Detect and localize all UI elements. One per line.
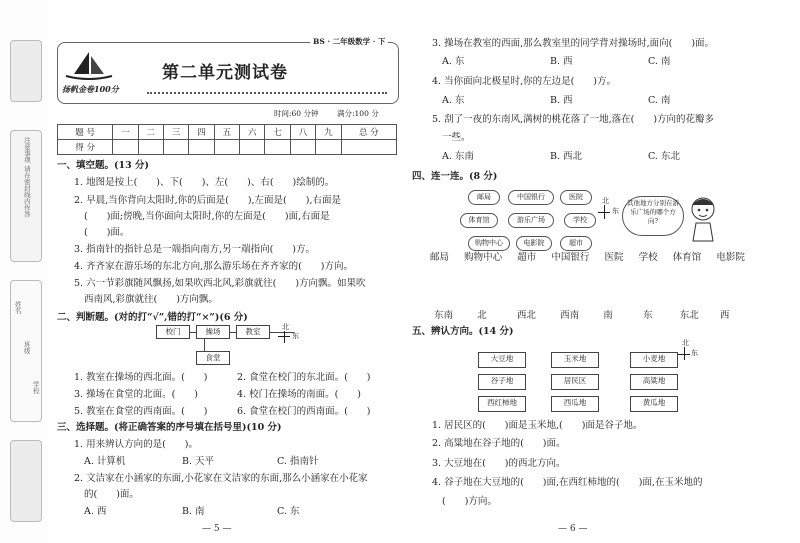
map-compass-cross-icon — [278, 336, 290, 337]
section-2-title: 二、判断题。(对的打“√”,错的打“×”)(6 分) — [57, 312, 248, 323]
direction-list — [434, 310, 729, 322]
map-road-horizontal — [172, 332, 294, 333]
s5-question-4-line-2: ( )方向。 — [442, 496, 497, 507]
score-header-cell: 七 — [265, 125, 290, 140]
map-compass-east: 东 — [292, 332, 299, 340]
sidebar-deco-bottom — [10, 440, 42, 522]
score-header-cell: 六 — [240, 125, 265, 140]
s3-q3-option-c: C. 南 — [648, 56, 671, 67]
sidebar-notes-box — [10, 130, 42, 262]
s5-compass-north: 北 — [682, 339, 689, 347]
s5-question-1: 1. 居民区的( )面是玉米地,( )面是谷子地。 — [432, 420, 643, 431]
s5-compass-cross-icon — [678, 354, 690, 355]
s3-question-2: 2. 文洁家在小涵家的东面,小花家在文洁家的东面,那么小涵家在小花家 — [74, 473, 368, 484]
field-soybean: 大豆地 — [478, 352, 526, 368]
score-header-cell: 四 — [189, 125, 214, 140]
header-dots — [147, 92, 387, 94]
page-number-right: — 6 — — [558, 524, 588, 534]
direction-label[interactable]: 南 — [603, 310, 613, 321]
sidebar-deco-top — [10, 40, 42, 102]
place-label[interactable]: 中国银行 — [551, 252, 590, 263]
score-header-cell: 题 号 — [58, 125, 113, 140]
speech-bubble: 其他地方分别在游乐广场的哪个方向? — [622, 196, 684, 236]
s2-question-4: 4. 校门在操场的南面。( ) — [237, 389, 361, 400]
score-cell[interactable] — [290, 140, 315, 155]
score-row-label: 得 分 — [58, 140, 113, 155]
place-label[interactable]: 电影院 — [716, 252, 745, 263]
map-playground: 操场 — [196, 325, 230, 339]
sidebar-name-label: 姓名 — [13, 301, 22, 314]
s3-q4-option-a: A. 东 — [442, 95, 465, 106]
map-compass-needle-icon — [284, 331, 285, 343]
s2-question-3: 3. 操场在食堂的北面。( ) — [74, 389, 198, 400]
sailboat-logo-icon — [64, 48, 114, 80]
full-score: 满分:100 分 — [337, 109, 379, 118]
field-corn: 玉米地 — [551, 352, 599, 368]
score-cell[interactable] — [214, 140, 239, 155]
score-header-cell: 八 — [290, 125, 315, 140]
s5-question-3: 3. 大豆地在( )的西北方向。 — [432, 458, 566, 469]
score-table-header-row — [58, 125, 397, 140]
field-wheat: 小麦地 — [630, 352, 678, 368]
score-cell[interactable] — [163, 140, 188, 155]
s4-compass-north: 北 — [602, 197, 609, 205]
s1-question-3: 3. 指南针的指针总是一端指向南方,另一端指向( )方。 — [74, 244, 316, 255]
direction-label[interactable]: 东 — [643, 310, 653, 321]
s2-question-1: 1. 教室在操场的西北面。( ) — [74, 372, 208, 383]
sidebar-info-box — [10, 280, 42, 422]
section-3-title: 三、选择题。(将正确答案的序号填在括号里)(10 分) — [57, 422, 282, 433]
field-tomato: 西红柿地 — [478, 396, 526, 412]
score-cell[interactable] — [138, 140, 163, 155]
bubble-gymnasium: 体育馆 — [460, 213, 498, 228]
s3-question-1: 1. 用来辨认方向的是( )。 — [74, 439, 198, 450]
section-1-title: 一、填空题。(13 分) — [57, 160, 150, 171]
score-header-cell: 五 — [214, 125, 239, 140]
left-page — [52, 0, 397, 543]
score-header-cell: 总 分 — [341, 125, 396, 140]
s1-question-2-line-3: ( )面。 — [84, 227, 130, 238]
score-cell[interactable] — [316, 140, 341, 155]
bubble-hospital: 医院 — [560, 190, 592, 205]
s3-q1-option-b: B. 天平 — [182, 456, 215, 467]
s3-q2-option-c: C. 东 — [277, 506, 300, 517]
place-label[interactable]: 邮局 — [430, 252, 450, 263]
score-table — [57, 124, 397, 155]
page-number-left: — 5 — — [202, 524, 232, 534]
bubble-shopping-center: 购物中心 — [468, 236, 510, 251]
s3-q3-option-b: B. 西 — [550, 56, 573, 67]
map-classroom: 教室 — [236, 325, 270, 339]
field-residential: 居民区 — [551, 374, 599, 390]
s3-q4-option-c: C. 南 — [648, 95, 671, 106]
place-label[interactable]: 超市 — [517, 252, 537, 263]
s3-question-2-line-2: 的( )面。 — [84, 489, 139, 500]
s3-question-4: 4. 当你面向北极星时,你的左边是( )方。 — [432, 76, 617, 87]
s3-q5-option-c: C. 东北 — [648, 151, 680, 162]
score-cell[interactable] — [240, 140, 265, 155]
s2-question-6: 6. 食堂在校门的西南面。( ) — [237, 406, 371, 417]
s1-question-4: 4. 齐齐家在游乐场的东北方向,那么游乐场在齐齐家的( )方向。 — [74, 261, 354, 272]
bubble-cinema: 电影院 — [516, 236, 552, 251]
s5-question-2: 2. 高粱地在谷子地的( )面。 — [432, 438, 566, 449]
section-5-title: 五、辨认方向。(14 分) — [412, 326, 514, 337]
section-4-title: 四、连一连。(8 分) — [412, 171, 498, 182]
score-cell[interactable] — [113, 140, 138, 155]
s1-question-5: 5. 六一节彩旗随风飘扬,如果吹西北风,彩旗就往( )方向飘。如果吹 — [74, 278, 366, 289]
s3-q5-option-a: A. 东南 — [442, 151, 474, 162]
sidebar-notes: 注意事项 请在密封线内作答 — [22, 137, 31, 218]
s2-question-5: 5. 教室在食堂的西南面。( ) — [74, 406, 208, 417]
place-label[interactable]: 购物中心 — [464, 252, 503, 263]
field-watermelon: 西瓜地 — [551, 396, 599, 412]
score-cell[interactable] — [189, 140, 214, 155]
s3-q4-option-b: B. 西 — [550, 95, 573, 106]
s1-question-2: 2. 早晨,当你背向太阳时,你的后面是( ),左面是( ),右面是 — [74, 195, 341, 206]
s1-question-2-line-2: ( )面;傍晚,当你面向太阳时,你的左面是( )面,右面是 — [84, 211, 330, 222]
place-label[interactable]: 体育馆 — [672, 252, 702, 263]
score-header-cell: 三 — [163, 125, 188, 140]
direction-label[interactable]: 西北 — [516, 310, 536, 321]
grade-tag: BS · 二年级数学 · 下 — [310, 36, 388, 47]
bubble-amusement-square: 游乐广场 — [508, 213, 554, 228]
s4-compass-cross-icon — [598, 212, 610, 213]
score-header-cell: 二 — [138, 125, 163, 140]
place-label[interactable]: 医院 — [604, 252, 624, 263]
time-limit: 时间:60 分钟 — [274, 109, 319, 118]
field-sorghum: 高粱地 — [630, 374, 678, 390]
right-page — [410, 0, 795, 543]
bubble-bank-of-china: 中国银行 — [508, 190, 554, 205]
place-list — [430, 252, 745, 264]
direction-label[interactable]: 西南 — [560, 310, 580, 321]
map-canteen: 食堂 — [196, 351, 230, 365]
s3-q2-option-a: A. 西 — [84, 506, 107, 517]
sidebar-school-label: 学校 — [31, 381, 40, 394]
score-header-cell: 一 — [113, 125, 138, 140]
binding-sidebar — [0, 0, 48, 543]
boy-figure-icon — [686, 195, 720, 243]
s5-question-4: 4. 谷子地在大豆地的( )面,在西红柿地的( )面,在玉米地的 — [432, 477, 703, 488]
s5-compass-east: 东 — [691, 349, 698, 357]
s3-q5-option-b: B. 西北 — [550, 151, 583, 162]
page-title: 第二单元测试卷 — [162, 63, 288, 83]
field-millet: 谷子地 — [478, 374, 526, 390]
s3-q1-option-c: C. 指南针 — [277, 456, 319, 467]
direction-label[interactable]: 东北 — [679, 310, 699, 321]
score-cell[interactable] — [265, 140, 290, 155]
s4-compass-east: 东 — [612, 207, 619, 215]
s1-question-1: 1. 地图是按上( )、下( )、左( )、右( )绘制的。 — [74, 177, 335, 188]
s3-question-5: 5. 刮了一夜的东南风,满树的桃花落了一地,落在( )方向的花瓣多 — [432, 114, 715, 125]
bubble-supermarket: 超市 — [560, 236, 592, 251]
s3-question-3: 3. 操场在教室的西面,那么教室里的同学背对操场时,面向( )面。 — [432, 38, 715, 49]
field-cucumber: 黄瓜地 — [630, 396, 678, 412]
brand-logo-text: 扬帆金卷100分 — [62, 84, 119, 94]
bubble-post-office: 邮局 — [468, 190, 500, 205]
map-compass-north: 北 — [282, 323, 289, 331]
score-cell[interactable] — [341, 140, 396, 155]
bubble-school: 学校 — [564, 213, 596, 228]
direction-label[interactable]: 北 — [477, 310, 487, 321]
score-table-score-row — [58, 140, 397, 155]
direction-label[interactable]: 西 — [719, 310, 730, 321]
s2-question-2: 2. 食堂在校门的东北面。( ) — [237, 372, 371, 383]
s3-q3-option-a: A. 东 — [442, 56, 465, 67]
s3-question-5-line-2: 一些。 — [442, 132, 471, 143]
direction-label[interactable]: 东南 — [434, 310, 454, 321]
sidebar-class-label: 班级 — [22, 341, 31, 354]
s1-question-5-line-2: 西南风,彩旗就往( )方向飘。 — [84, 294, 218, 305]
s3-q1-option-a: A. 计算机 — [84, 456, 126, 467]
score-header-cell: 九 — [316, 125, 341, 140]
place-label[interactable]: 学校 — [638, 252, 658, 263]
s3-q2-option-b: B. 南 — [182, 506, 205, 517]
map-school-gate: 校门 — [156, 325, 190, 339]
